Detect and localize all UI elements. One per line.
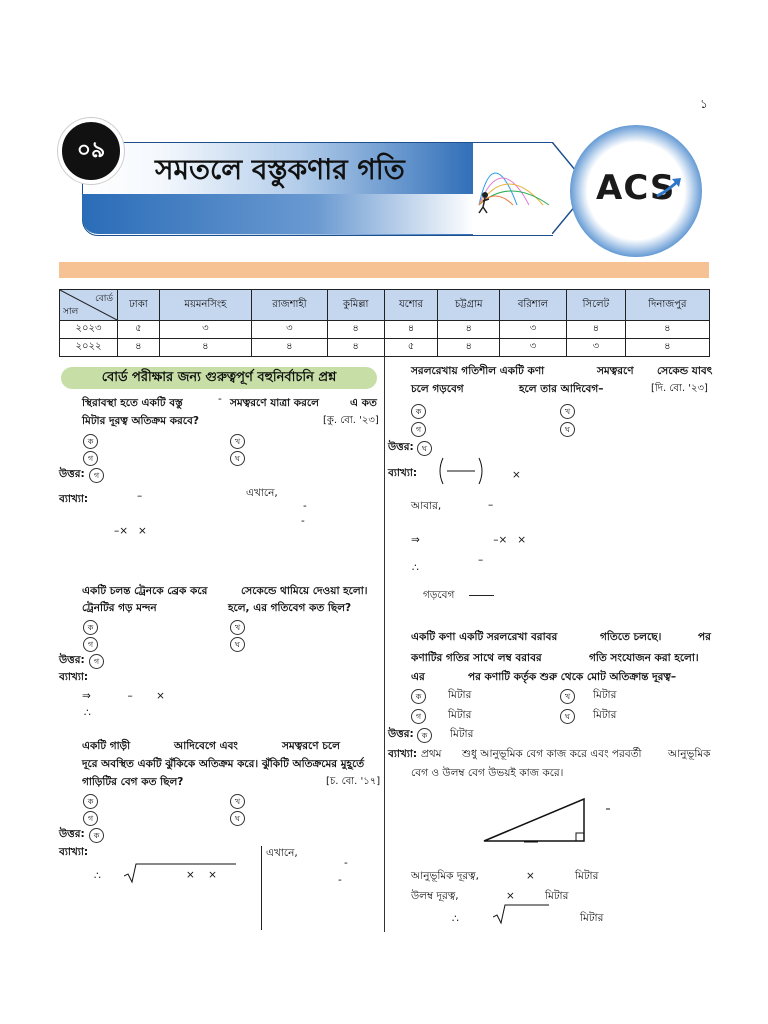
q5-text-1b: গতিতে চলছে।	[600, 631, 662, 643]
q1-here-label: এখানে,	[246, 487, 278, 499]
board-header: দিনাজপুর	[625, 290, 709, 321]
count-cell: ৫	[118, 321, 160, 339]
option-kha[interactable]: খ	[560, 404, 575, 419]
option-ka[interactable]: ক	[83, 794, 98, 809]
q5-text-2: কণাটির গতির সাথে লম্ব বরাবর	[411, 652, 542, 664]
option-ka[interactable]: ক	[411, 689, 426, 704]
count-cell: ৪	[159, 339, 251, 357]
option-ga[interactable]: গ	[411, 422, 426, 437]
q5-horiz-unit: মিটার	[575, 870, 599, 882]
q2-text-2: ট্রেনটির গড় মন্দন	[82, 602, 157, 614]
count-cell: ৪	[566, 321, 625, 339]
fraction-parentheses	[438, 456, 484, 486]
q5-vert-label: উলম্ব দূরত্ব,	[411, 890, 459, 902]
q4-explanation-label: ব্যাখ্যা:	[388, 467, 418, 479]
q3-text-1c: সমত্বরণে চলে	[282, 740, 340, 752]
option-gha[interactable]: ঘ	[230, 451, 245, 466]
q4-answer-label: উত্তর:	[388, 441, 414, 453]
option-ka[interactable]: ক	[83, 620, 98, 635]
q2-explanation-label: ব্যাখ্যা:	[59, 671, 89, 683]
q2-text-1b: সেকেন্ডে থামিয়ে দেওয়া হলো।	[241, 585, 368, 597]
q3-answer-label: উত্তর:	[59, 828, 85, 840]
q5-option-ka-unit: মিটার	[448, 689, 472, 701]
q5-horiz-label: আনুভূমিক দূরত্ব,	[411, 870, 479, 882]
q5-explanation-label: ব্যাখ্যা:	[388, 748, 418, 760]
option-ga[interactable]: গ	[411, 709, 426, 724]
q5-option-gha-unit: মিটার	[593, 709, 617, 721]
q5-result-unit: মিটার	[580, 912, 604, 924]
q4-answer: ঘ	[417, 441, 432, 456]
count-cell: ৪	[384, 321, 438, 339]
option-ka[interactable]: ক	[411, 404, 426, 419]
count-cell: ৪	[327, 321, 384, 339]
board-header: ময়মনসিংহ	[159, 290, 251, 321]
q5-answer: ক	[417, 728, 432, 743]
q5-text-3b: পর কণাটি কর্তৃক শুরু থেকে মোট অতিক্রান্ত দূরত্ব–	[468, 671, 677, 683]
q4-again-label: আবার,	[411, 500, 442, 512]
count-cell: ৪	[327, 339, 384, 357]
section-heading: বোর্ড পরীক্ষার জন্য গুরুত্বপূর্ণ বহুনির্বাচনি প্রশ্ন	[61, 367, 377, 389]
q1-explanation-label: ব্যাখ্যা:	[59, 493, 89, 505]
chapter-banner-band	[82, 194, 474, 234]
option-gha[interactable]: ঘ	[560, 709, 575, 724]
board-header: যশোর	[384, 290, 438, 321]
q2-answer-label: উত্তর:	[59, 654, 85, 666]
board-header: কুমিল্লা	[327, 290, 384, 321]
q4-text-1b: সমত্বরণে	[597, 365, 634, 377]
option-ka[interactable]: ক	[83, 434, 98, 449]
divider-bar	[59, 262, 709, 278]
q5-text-2b: গতি সংযোজন করা হলো।	[589, 652, 699, 664]
right-triangle-diagram	[480, 795, 612, 847]
sqrt-sign	[124, 862, 238, 884]
avg-velocity-label: গড়বেগ	[423, 589, 455, 601]
table-row	[60, 339, 710, 357]
q5-expl-1: প্রথম	[421, 748, 442, 760]
q1-text-2: মিটার দূরত্ব অতিক্রম করবে?	[82, 415, 199, 427]
table-row	[60, 321, 710, 339]
count-cell: ৩	[499, 321, 566, 339]
option-kha[interactable]: খ	[560, 689, 575, 704]
q4-text-1: সরলরেখায় গতিশীল একটি কণা	[411, 365, 545, 377]
q4-reference: [দি. বো. '২৩]	[651, 383, 708, 394]
option-kha[interactable]: খ	[230, 620, 245, 635]
q5-option-kha-unit: মিটার	[593, 689, 617, 701]
q3-explanation-label: ব্যাখ্যা:	[59, 846, 89, 858]
count-cell: ৩	[252, 321, 328, 339]
q1-text-1: স্থিরাবস্থা হতে একটি বস্তু	[82, 397, 183, 409]
page-number: ১	[700, 97, 708, 111]
fraction-bar	[469, 595, 494, 596]
acs-logo: ACS	[596, 168, 676, 208]
projectile-illustration	[473, 142, 553, 236]
q3-reference: [চ. বো. '১৭]	[326, 776, 381, 787]
q5-expl-1b: শুধু আনুভূমিক বেগ কাজ করে এবং পরবর্তী	[462, 748, 642, 760]
q3-answer: ক	[89, 828, 104, 843]
option-gha[interactable]: ঘ	[230, 637, 245, 652]
q3-text-3: গাড়িটির বেগ কত ছিল?	[82, 776, 184, 788]
board-frequency-table	[59, 289, 710, 357]
q5-option-ga-unit: মিটার	[448, 709, 472, 721]
column-divider	[384, 356, 385, 932]
option-ga[interactable]: গ	[83, 811, 98, 826]
option-ga[interactable]: গ	[83, 637, 98, 652]
count-cell: ৪	[252, 339, 328, 357]
count-cell: ৪	[438, 321, 500, 339]
q5-answer-unit: মিটার	[450, 728, 474, 740]
corner-year-label: সাল	[63, 307, 79, 317]
q4-text-2b: হলে তার আদিবেগ–	[519, 383, 604, 395]
board-header: চট্টগ্রাম	[438, 290, 500, 321]
chapter-title: সমতলে বস্তুকণার গতি	[155, 153, 405, 186]
corner-board-label: বোর্ড	[95, 294, 113, 304]
q3-here-label: এখানে,	[266, 847, 298, 859]
q5-text-1c: পর	[698, 631, 711, 643]
chapter-number-badge: ০৯	[58, 118, 124, 184]
q1-text-1c: এ কত	[350, 397, 377, 409]
q5-text-1: একটি কণা একটি সরলরেখা বরাবর	[411, 631, 558, 643]
q1-text-1b: সমত্বরণে যাত্রা করলে	[230, 397, 319, 409]
q3-separator	[261, 846, 262, 930]
count-cell: ৩	[159, 321, 251, 339]
q3-text-1b: আদিবেগে এবং	[174, 740, 238, 752]
option-kha[interactable]: খ	[230, 794, 245, 809]
option-kha[interactable]: খ	[230, 434, 245, 449]
option-gha[interactable]: ঘ	[230, 811, 245, 826]
q2-text-1: একটি চলন্ত ট্রেনকে ব্রেক করে	[82, 585, 208, 597]
q1-answer-label: উত্তর:	[59, 468, 85, 480]
board-header: রাজশাহী	[252, 290, 328, 321]
count-cell: ৩	[566, 339, 625, 357]
sqrt-sign	[493, 903, 551, 925]
q1-answer: গ	[89, 468, 104, 483]
count-cell: ৪	[438, 339, 500, 357]
q1-reference: [কু. বো. '২৩]	[323, 415, 379, 426]
count-cell: ৪	[625, 321, 709, 339]
year-cell: ২০২৩	[60, 321, 118, 339]
q5-expl-2: বেগ ও উলম্ব বেগ উভয়ই কাজ করে।	[411, 767, 564, 779]
option-ga[interactable]: গ	[83, 451, 98, 466]
q3-text-1: একটি গাড়ী	[82, 740, 131, 752]
count-cell: ৫	[384, 339, 438, 357]
count-cell: ৩	[499, 339, 566, 357]
count-cell: ৪	[625, 339, 709, 357]
count-cell: ৪	[118, 339, 160, 357]
board-header: ঢাকা	[118, 290, 160, 321]
board-header: বরিশাল	[499, 290, 566, 321]
q5-answer-label: উত্তর:	[388, 728, 414, 740]
q4-text-1c: সেকেন্ড যাবৎ	[657, 365, 713, 377]
q3-text-2: দূরে অবস্থিত একটি ঝুঁকিকে অতিক্রম করে। ঝুঁকিটি অতিক্রমের মুহূর্তে	[82, 758, 365, 770]
q2-answer: গ	[89, 654, 104, 669]
arrow-icon	[655, 176, 683, 198]
q5-text-3: এর	[411, 671, 425, 683]
q5-expl-1c: আনুভূমিক	[668, 748, 711, 760]
q2-text-2b: হলে, এর গতিবেগ কত ছিল?	[228, 602, 352, 614]
board-header: সিলেট	[566, 290, 625, 321]
table-corner	[60, 290, 118, 321]
q5-vert-unit: মিটার	[545, 890, 569, 902]
q4-text-2: চলে গড়বেগ	[411, 383, 464, 395]
option-gha[interactable]: ঘ	[560, 422, 575, 437]
year-cell: ২০২২	[60, 339, 118, 357]
